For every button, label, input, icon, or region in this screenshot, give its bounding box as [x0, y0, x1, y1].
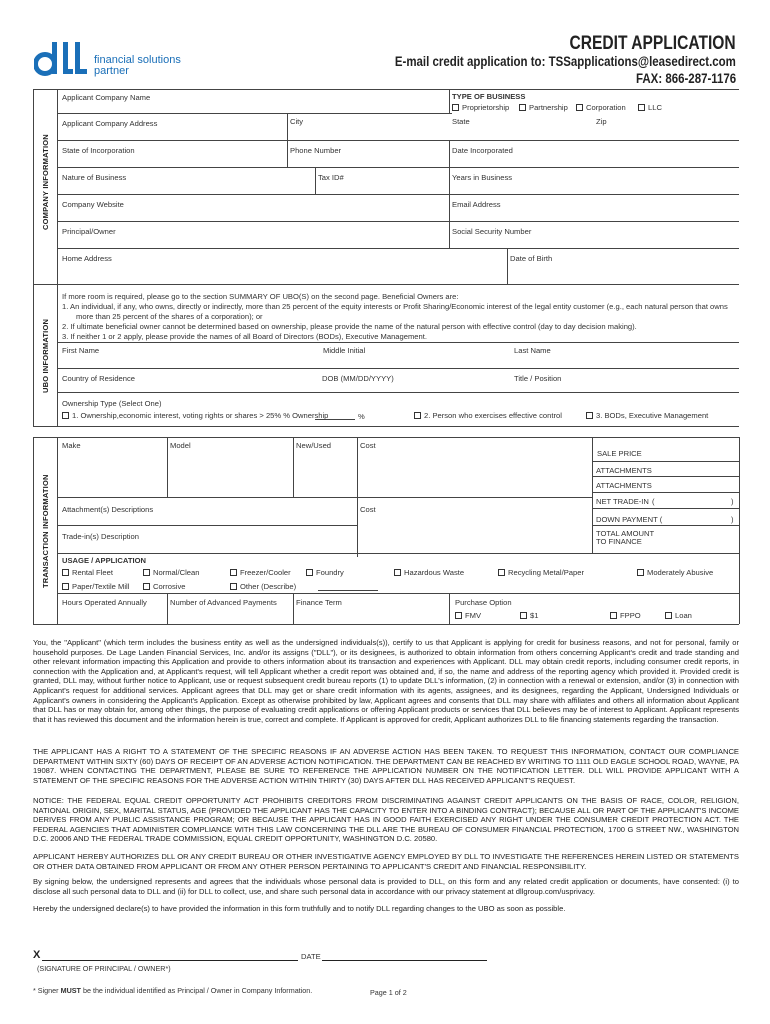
phone-field[interactable]: Phone Number	[290, 146, 342, 155]
ubo-first-name-field[interactable]: First Name	[62, 346, 100, 355]
company-section-label: COMPANY INFORMATION	[41, 134, 50, 230]
checkbox-icon[interactable]	[414, 412, 421, 419]
advanced-payments-field[interactable]: Number of Advanced Payments	[170, 598, 277, 607]
attachment-descriptions-field[interactable]: Attachment(s) Descriptions	[62, 505, 154, 514]
ownership-option-1[interactable]: 1. Ownership,economic interest, voting rights or shares > 25% % Ownership	[62, 411, 328, 420]
date-line[interactable]	[322, 960, 487, 961]
legal-paragraph-2: THE APPLICANT HAS A RIGHT TO A STATEMENT OF THE SPECIFIC REASONS IF AN ADVERSE ACTION HAS BEEN TAKEN. TO REQUEST THIS INFORMATION, CONTACT OUR COMPLIANCE DEPARTMENT WITHIN SIXTY (60) DAYS OF RECEIPT OF AN ADVERSE ACTION NOTIFICATION. THE DEPARTMENT CAN BE REACHED BY WRITING TO 1111 OLD EAGLE SCHOOL ROAD, WAYNE, PA 19087. WHEN CONTACTING THE DEPARTMENT, PLEASE BE SURE TO REFERENCE THE APPLICATION NUMBER ON THE NOTIFICATION LETTER. DLL WILL PROVIDE APPLICANT WITH A STATEMENT OF THE SPECIFIC REASONS FOR THE ADVERSE ACTION WITHIN THIRTY (30) DAYS AFTER DLL HAS RECEIVED APPLICANT'S REQUEST.	[33, 747, 739, 785]
type-proprietorship[interactable]: Proprietorship	[452, 103, 509, 112]
ownership-type-heading: Ownership Type (Select One)	[62, 399, 162, 408]
purchase-option-1-dollar[interactable]: $1	[520, 611, 538, 620]
attachments-label-2: ATTACHMENTS	[596, 481, 652, 490]
ubo-middle-initial-field[interactable]: Middle Initial	[323, 346, 366, 355]
down-payment-label: DOWN PAYMENT (	[596, 515, 663, 524]
checkbox-icon[interactable]	[498, 569, 505, 576]
usage-hazardous-waste[interactable]: Hazardous Waste	[394, 568, 464, 577]
page-title: CREDIT APPLICATION	[569, 33, 736, 54]
ubo-intro: If more room is required, please go to the section SUMMARY OF UBO(S) on the second page. Beneficial Owners are:	[62, 292, 459, 301]
checkbox-icon[interactable]	[455, 612, 462, 619]
type-llc[interactable]: LLC	[638, 103, 662, 112]
signature-line[interactable]	[42, 960, 298, 961]
company-address-field[interactable]: Applicant Company Address	[62, 119, 158, 128]
ownership-option-3[interactable]: 3. BODs, Executive Management	[586, 411, 708, 420]
attachment-cost-field[interactable]: Cost	[360, 505, 376, 514]
usage-moderately-abusive[interactable]: Moderately Abusive	[637, 568, 713, 577]
email-line: E-mail credit application to: TSSapplications@leasedirect.com	[394, 53, 736, 69]
nature-of-business-field[interactable]: Nature of Business	[62, 173, 127, 182]
ubo-item-3: 3. If neither 1 or 2 apply, please provide the names of all Board of Directors (BODs), Executive Management.	[62, 332, 427, 341]
transaction-section-label: TRANSACTION INFORMATION	[41, 474, 50, 588]
checkbox-icon[interactable]	[62, 412, 69, 419]
sale-price-label: SALE PRICE	[597, 449, 642, 458]
new-used-field[interactable]: New/Used	[296, 441, 332, 450]
checkbox-icon[interactable]	[230, 583, 237, 590]
ubo-last-name-field[interactable]: Last Name	[514, 346, 551, 355]
ownership-percent-sign: %	[358, 412, 365, 421]
type-corporation[interactable]: Corporation	[576, 103, 626, 112]
usage-corrosive[interactable]: Corrosive	[143, 582, 186, 591]
ubo-dob-field[interactable]: DOB (MM/DD/YYYY)	[322, 374, 394, 383]
net-trade-in-label: NET TRADE-IN	[596, 497, 649, 506]
fax-line: FAX: 866-287-1176	[635, 70, 736, 86]
zip-field[interactable]: Zip	[596, 117, 607, 126]
net-trade-in-close-paren: )	[731, 497, 734, 506]
purchase-option-fmv[interactable]: FMV	[455, 611, 481, 620]
type-of-business-heading: TYPE OF BUSINESS	[452, 92, 526, 101]
down-payment-close-paren: )	[731, 515, 734, 524]
legal-paragraph-5: By signing below, the undersigned represents and agrees that the individuals whose personal data is provided to DLL, on this form and any related credit application or documents, have consented: (i) to disclose all such personal data to DLL and (ii) for DLL to collect, use, and share such personal data in accordance with our privacy statement at dllgroup.com/usprivacy.	[33, 877, 739, 896]
ubo-item-1-cont: more than 25 percent of the shares of a corporation); or	[76, 312, 263, 321]
state-of-incorporation-field[interactable]: State of Incorporation	[62, 146, 135, 155]
ubo-section-label: UBO INFORMATION	[41, 318, 50, 393]
usage-rental-fleet[interactable]: Rental Fleet	[62, 568, 113, 577]
brand-line2: partner	[94, 65, 129, 77]
usage-normal-clean[interactable]: Normal/Clean	[143, 568, 199, 577]
signature-caption: (SIGNATURE OF PRINCIPAL / OWNER*)	[37, 964, 171, 973]
email-field[interactable]: Email Address	[452, 200, 501, 209]
state-field[interactable]: State	[452, 117, 470, 126]
checkbox-icon[interactable]	[576, 104, 583, 111]
net-trade-in-open-paren: (	[652, 497, 655, 506]
applicant-name-field[interactable]: Applicant Company Name	[62, 93, 151, 102]
hours-operated-field[interactable]: Hours Operated Annually	[62, 598, 147, 607]
checkbox-icon[interactable]	[638, 104, 645, 111]
finance-term-field[interactable]: Finance Term	[296, 598, 342, 607]
checkbox-icon[interactable]	[143, 583, 150, 590]
checkbox-icon[interactable]	[665, 612, 672, 619]
city-field[interactable]: City	[290, 117, 304, 126]
legal-paragraph-1: You, the "Applicant" (which term includes the business entity as well as the undersigned individuals(s)), certify to us that Applicant is applying for credit for business reasons, and not for personal, family or household purposes. De Lage Landen Financial Services, Inc. and/or its assigns ("DLL"), or its designees, is authorized to obtain information from others concerning Applicant's credit and trade standing and other relevant information impacting this Application and provide to others information about its transaction and experiences with Applicant. DLL may obtain credit reports, including consumer credit reports, in connection with the Application and, at Applicant's request, will tell Applicant whether a credit report was obtained and, if so, the name and address of the reporting agency which provided it. Provided credit is granted, DLL may, without further notice to Applicant, use or request subsequent credit bureau reports (1) to update DLL's information, (2) in connection with a renewal or extension, and/or (3) in connection with Applicant's request for additional services. Applicant agrees that DLL may get or share credit information with its agents, assignees, and its designees, regarding the Applicant, Undersigned Individuals or Applicant's owners in considering the Applicant's Application. Except as otherwise prohibited by law, Applicant agrees and consents that DLL may share with affiliates and others all information about Applicant that DLL has or may obtain for, among other things, the purpose of evaluating credit applications or offering Applicant products or services that DLL believes may be of interest to Applicant. Applicant represents that it has reviewed this document and the information herein is true, correct and complete. If Applicant is approved for credit, Applicant authorizes DLL to file financing statements regarding the transaction.	[33, 638, 739, 724]
attachments-label-1: ATTACHMENTS	[596, 466, 652, 475]
checkbox-icon[interactable]	[394, 569, 401, 576]
legal-paragraph-4: APPLICANT HEREBY AUTHORIZES DLL OR ANY CREDIT BUREAU OR OTHER INVESTIGATIVE AGENCY EMPLOYED BY DLL TO INVESTIGATE THE REFERENCES HEREIN LISTED OR STATEMENTS OR OTHER DATA OBTAINED FROM APPLICANT OR FROM ANY OTHER PERSON PERTAINING TO APPLICANT'S CREDIT AND FINANCIAL RESPONSIBILITY.	[33, 852, 739, 871]
years-in-business-field[interactable]: Years in Business	[452, 173, 513, 182]
checkbox-icon[interactable]	[586, 412, 593, 419]
checkbox-icon[interactable]	[230, 569, 237, 576]
ubo-item-2: 2. If ultimate beneficial owner cannot be determined based on ownership, please provide the name of the natural person with effective control (day to day decision making).	[62, 322, 637, 331]
purchase-option-fppo[interactable]: FPPO	[610, 611, 641, 620]
cost-field[interactable]: Cost	[360, 441, 376, 450]
date-of-birth-field[interactable]: Date of Birth	[510, 254, 553, 263]
checkbox-icon[interactable]	[143, 569, 150, 576]
ubo-country-field[interactable]: Country of Residence	[62, 374, 136, 383]
signer-note: * Signer MUST be the individual identified as Principal / Owner in Company Information.	[33, 986, 313, 995]
total-to-finance-label-1: TOTAL AMOUNT	[596, 529, 655, 538]
usage-paper-textile[interactable]: Paper/Textile Mill	[62, 582, 129, 591]
purchase-option-heading: Purchase Option	[455, 598, 512, 607]
checkbox-icon[interactable]	[306, 569, 313, 576]
usage-foundry[interactable]: Foundry	[306, 568, 344, 577]
website-field[interactable]: Company Website	[62, 200, 124, 209]
principal-owner-field[interactable]: Principal/Owner	[62, 227, 116, 236]
trade-in-description-field[interactable]: Trade-in(s) Description	[62, 532, 139, 541]
checkbox-icon[interactable]	[520, 612, 527, 619]
checkbox-icon[interactable]	[452, 104, 459, 111]
usage-freezer-cooler[interactable]: Freezer/Cooler	[230, 568, 291, 577]
brand-line1: financial solutions	[94, 54, 181, 66]
dll-logo	[34, 40, 194, 80]
dll-logo-mark	[34, 40, 92, 78]
date-incorporated-field[interactable]: Date Incorporated	[452, 146, 513, 155]
legal-paragraph-6: Hereby the undersigned declare(s) to have provided the information in this form truthfully and to notify DLL regarding changes to the UBO as soon as possible.	[33, 904, 566, 913]
usage-other[interactable]: Other (Describe)	[230, 582, 296, 591]
usage-recycling[interactable]: Recycling Metal/Paper	[498, 568, 584, 577]
ownership-option-2[interactable]: 2. Person who exercises effective control	[414, 411, 562, 420]
total-to-finance-label-2: TO FINANCE	[596, 537, 642, 546]
make-field[interactable]: Make	[62, 441, 81, 450]
checkbox-icon[interactable]	[519, 104, 526, 111]
model-field[interactable]: Model	[170, 441, 191, 450]
date-label: DATE	[301, 952, 321, 961]
home-address-field[interactable]: Home Address	[62, 254, 112, 263]
ubo-title-field[interactable]: Title / Position	[514, 374, 562, 383]
usage-heading: USAGE / APPLICATION	[62, 556, 146, 565]
checkbox-icon[interactable]	[610, 612, 617, 619]
legal-paragraph-3: NOTICE: THE FEDERAL EQUAL CREDIT OPPORTUNITY ACT PROHIBITS CREDITORS FROM DISCRIMINATING AGAINST CREDIT APPLICANTS ON THE BASIS OF RACE, COLOR, RELIGION, NATIONAL ORIGIN, SEX, MARITAL STATUS, AGE (PROVIDED THE APPLICANT HAS THE CAPACITY TO ENTER INTO A BINDING CONTRACT); BECAUSE ALL OR PART OF THE APPLICANT'S INCOME DERIVES FROM ANY PUBLIC ASSISTANCE PROGRAM; OR BECAUSE THE APPLICANT HAS IN GOOD FAITH EXERCISED ANY RIGHT UNDER THE CONSUMER CREDIT PROTECTION ACT. THE FEDERAL AGENCIES THAT ADMINISTER COMPLIANCE WITH THIS LAW CONCERNING THE DLL ARE THE BUREAU OF CONSUMER FINANCIAL PROTECTION, 1700 G STREET NW., WASHINGTON D.C. 20006 AND THE FEDERAL TRADE COMMISSION, EQUAL CREDIT OPPORTUNITY, WASHINGTON D.C. 20580.	[33, 796, 739, 844]
checkbox-icon[interactable]	[637, 569, 644, 576]
type-partnership[interactable]: Partnership	[519, 103, 568, 112]
tax-id-field[interactable]: Tax ID#	[318, 173, 344, 182]
checkbox-icon[interactable]	[62, 583, 69, 590]
ssn-field[interactable]: Social Security Number	[452, 227, 532, 236]
ubo-item-1: 1. An individual, if any, who owns, directly or indirectly, more than 25 percent of the equity interests or Profit Sharing/Economic interest of the legal entity customer (e.g., each natural person that owns	[62, 302, 728, 311]
signature-x-mark: X	[33, 949, 41, 961]
page-number: Page 1 of 2	[370, 988, 407, 997]
purchase-option-loan[interactable]: Loan	[665, 611, 692, 620]
checkbox-icon[interactable]	[62, 569, 69, 576]
